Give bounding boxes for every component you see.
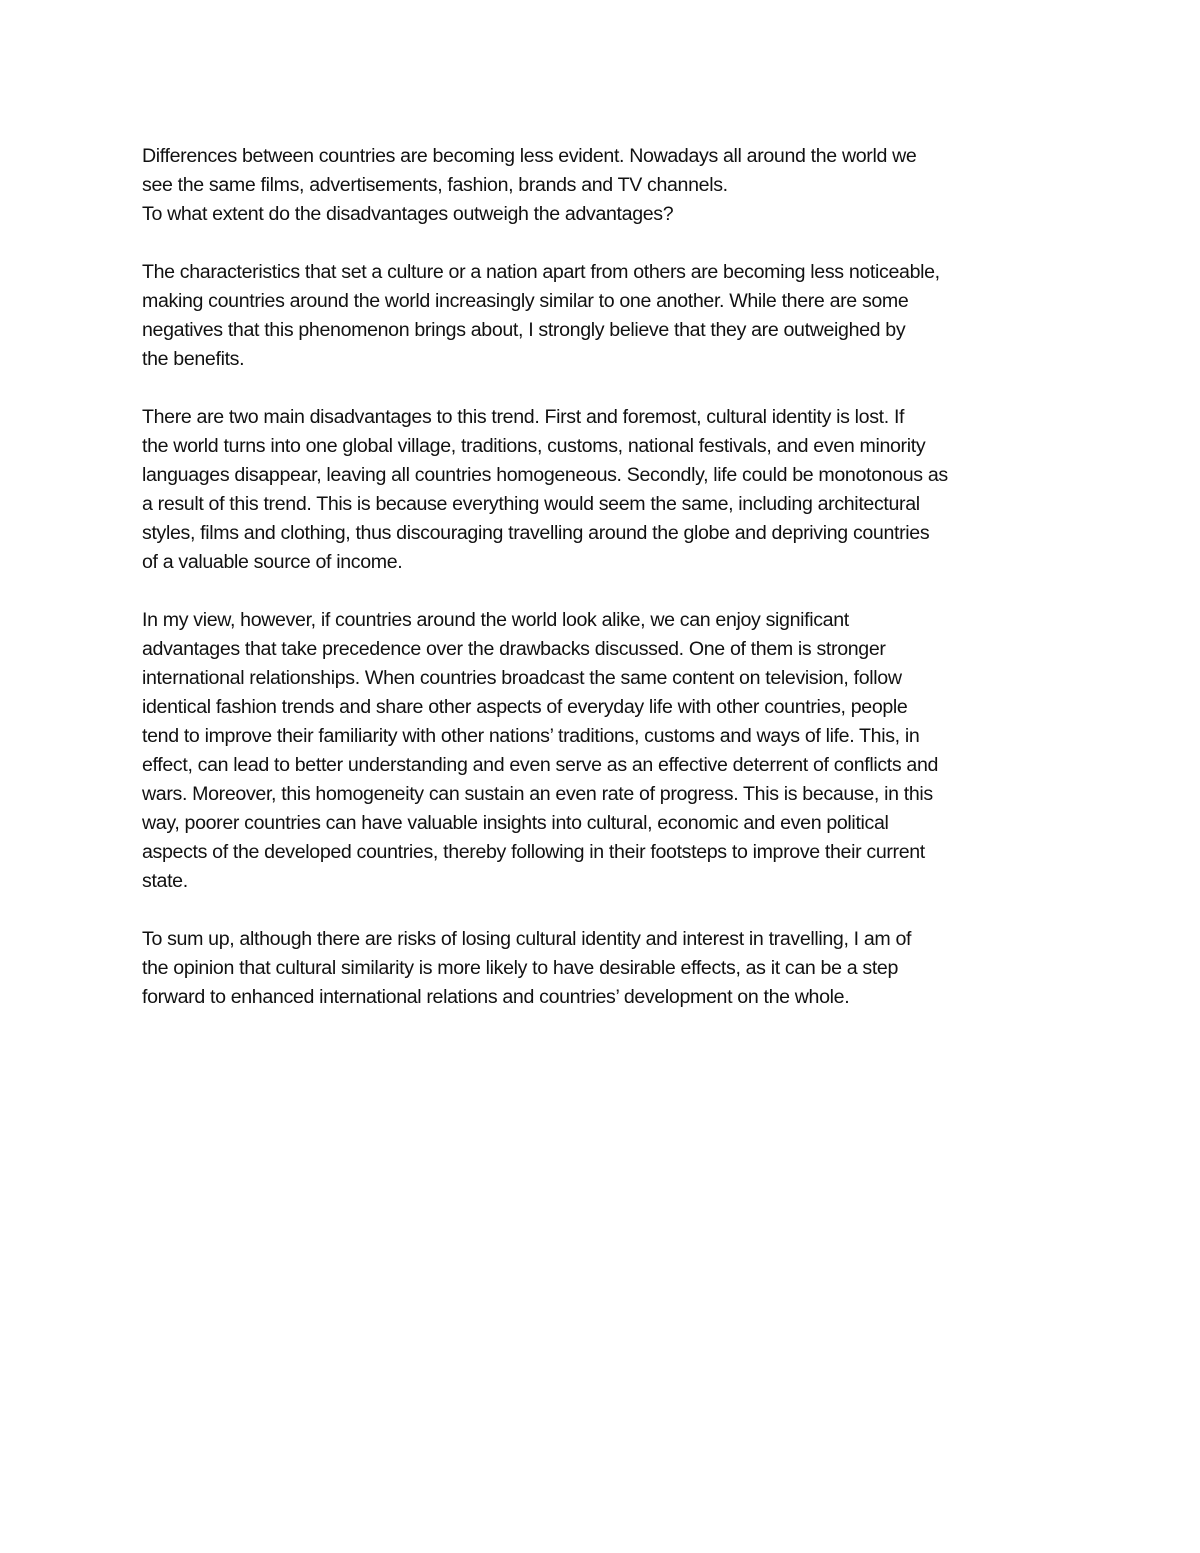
prompt-line: Differences between countries are becoming less evident. Nowadays all around the world we: [142, 145, 917, 167]
paragraph-line: styles, films and clothing, thus discouraging travelling around the globe and depriving countries: [142, 522, 930, 544]
paragraph-line: making countries around the world increasingly similar to one another. While there are some: [142, 290, 909, 312]
paragraph-line: way, poorer countries can have valuable insights into cultural, economic and even political: [142, 812, 889, 834]
paragraph-line: To sum up, although there are risks of losing cultural identity and interest in travelling, I am of: [142, 928, 912, 950]
paragraph-line: effect, can lead to better understanding and even serve as an effective deterrent of conflicts and: [142, 754, 939, 776]
conclusion-paragraph: [142, 925, 1072, 1012]
paragraph-line: forward to enhanced international relations and countries’ development on the whole.: [142, 986, 850, 1008]
paragraph-line: identical fashion trends and share other aspects of everyday life with other countries, people: [142, 696, 908, 718]
essay-prompt: [142, 142, 1072, 229]
paragraph-line: of a valuable source of income.: [142, 551, 403, 573]
paragraph-line: the benefits.: [142, 348, 245, 370]
paragraph-line: a result of this trend. This is because everything would seem the same, including architectural: [142, 493, 920, 515]
paragraph-line: In my view, however, if countries around the world look alike, we can enjoy significant: [142, 609, 849, 631]
prompt-line: see the same films, advertisements, fashion, brands and TV channels.: [142, 174, 728, 196]
introduction-paragraph: [142, 258, 1072, 374]
paragraph-line: international relationships. When countries broadcast the same content on television, follow: [142, 667, 902, 689]
paragraph-line: aspects of the developed countries, thereby following in their footsteps to improve their current: [142, 841, 925, 863]
paragraph-line: tend to improve their familiarity with other nations’ traditions, customs and ways of life. This, in: [142, 725, 920, 747]
paragraph-line: state.: [142, 870, 188, 892]
paragraph-line: languages disappear, leaving all countries homogeneous. Secondly, life could be monotonous as: [142, 464, 948, 486]
paragraph-line: The characteristics that set a culture or a nation apart from others are becoming less noticeable,: [142, 261, 940, 283]
paragraph-line: wars. Moreover, this homogeneity can sustain an even rate of progress. This is because, in this: [142, 783, 933, 805]
paragraph-line: the world turns into one global village, traditions, customs, national festivals, and even minority: [142, 435, 926, 457]
paragraph-line: advantages that take precedence over the drawbacks discussed. One of them is stronger: [142, 638, 886, 660]
paragraph-line: negatives that this phenomenon brings about, I strongly believe that they are outweighed by: [142, 319, 906, 341]
body-paragraph-disadvantages: [142, 403, 1072, 577]
paragraph-line: the opinion that cultural similarity is more likely to have desirable effects, as it can be a step: [142, 957, 899, 979]
essay-text: [142, 142, 1072, 1041]
body-paragraph-advantages: [142, 606, 1072, 896]
prompt-question: To what extent do the disadvantages outweigh the advantages?: [142, 203, 674, 225]
paragraph-line: There are two main disadvantages to this trend. First and foremost, cultural identity is lost. If: [142, 406, 905, 428]
